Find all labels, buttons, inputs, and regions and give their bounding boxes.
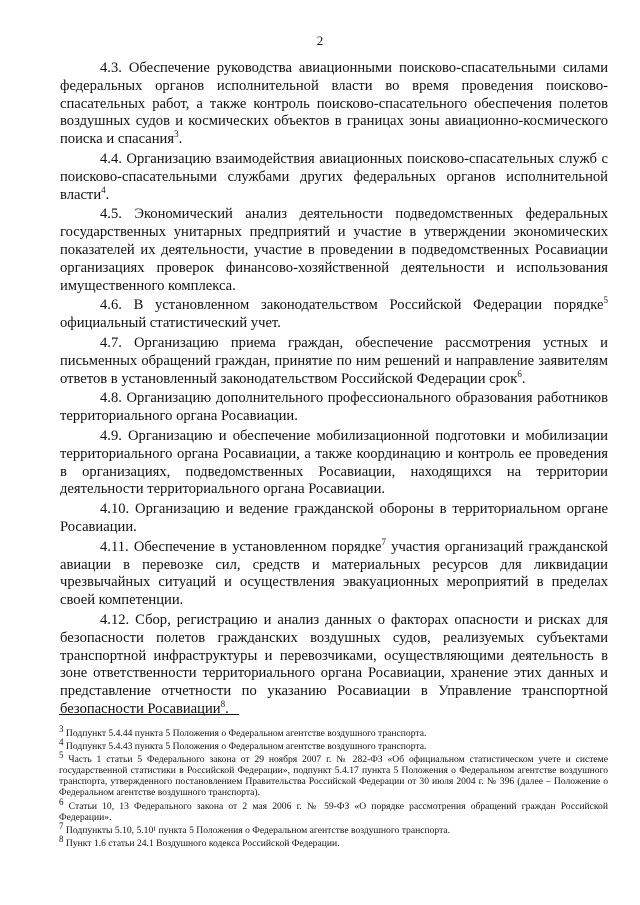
paragraph-4-9 — [60, 428, 608, 499]
footnote-ref: 8 — [220, 699, 226, 710]
footnote-text: Подпункт 5.4.44 пункта 5 Положения о Федеральном агентстве воздушного транспорта. — [65, 728, 427, 739]
paragraph-4-5 — [60, 206, 608, 295]
paragraph-4-11 — [60, 536, 608, 610]
footnote-text: Пункт 1.6 статьи 24.1 Воздушного кодекса Российской Федерации. — [65, 837, 340, 849]
footnote-separator — [59, 714, 239, 715]
footnote-4 — [59, 736, 608, 753]
paragraph-text: 4.4. Организацию взаимодействия авиационных поисково-спасательных служб с поисково-спасательными службами других федеральных органов исполнительной власти — [60, 150, 608, 203]
footnote-ref: 4 — [101, 184, 106, 195]
paragraph-text: 4.6. В установленном законодательством Российской Федерации порядке — [100, 297, 604, 314]
paragraph-text: 4.3. Обеспечение руководства авиационными поисково-спасательными силами федеральных органов исполнительной власти во время проведения поисково-спасательных работ, а также контроль поисково-спасательного обеспечения полетов воздушных судов и космических объектов в границах зоны авиационно-космического поиска и спасания — [60, 60, 608, 148]
paragraph-tail: . — [225, 700, 229, 717]
paragraph-4-7 — [60, 335, 608, 388]
footnote-number: 3 — [59, 723, 64, 734]
paragraph-4-6 — [60, 297, 608, 333]
paragraph-4-8 — [60, 390, 608, 426]
footnote-5 — [59, 750, 608, 799]
footnote-text: Подпункты 5.10, 5.10¹ пункта 5 Положения о Федеральном агентстве воздушного транспорта. — [65, 824, 451, 836]
footnote-6 — [59, 796, 608, 823]
paragraph-tail: . — [521, 370, 526, 387]
paragraph-text: 4.12. Сбор, регистрацию и анализ данных о факторах опасности и рисках для безопасности полетов гражданских воздушных судов, реализуемых субъектами транспортной инфраструктуры и перевозчиками, осуществляющими деятельность в зоне ответственности территориального органа Росавиации, хранение этих данных и представление отчетности по указанию Росавиации в Управление транспортной безопасности Росавиации — [60, 611, 608, 717]
paragraph-4-3 — [60, 60, 608, 149]
footnote-number: 8 — [59, 833, 64, 844]
footnote-number: 7 — [59, 820, 64, 831]
footnote-text: Подпункт 5.4.43 пункта 5 Положения о Федеральном агентстве воздушного транспорта. — [65, 741, 427, 753]
footnote-number: 4 — [59, 736, 64, 747]
footnotes — [59, 723, 608, 851]
footnote-ref: 3 — [174, 129, 179, 140]
paragraph-text: 4.11. Обеспечение в установленном порядке — [100, 538, 382, 555]
paragraph-tail: . — [178, 131, 183, 148]
paragraph-text: 4.7. Организацию приема граждан, обеспечение рассмотрения устных и письменных обращений граждан, принятие по ним решений и направление заявителям ответов в установленный законодательством Российской Федерации срок — [60, 334, 608, 387]
footnote-number: 5 — [59, 750, 64, 760]
page-number: 2 — [316, 33, 324, 48]
paragraph-text: 4.5. Экономический анализ деятельности подведомственных федеральных государственных унитарных предприятий и участие в утверждении экономических показателей их деятельности, участие в проведении в подведомственных Росавиации организациях проверок финансово-хозяйственной деятельности и использования имущественного комплекса. — [60, 206, 608, 294]
paragraph-4-10 — [60, 501, 608, 537]
footnote-8 — [59, 833, 608, 849]
paragraph-text: 4.10. Организацию и ведение гражданской обороны в территориальном органе Росавиации. — [60, 501, 608, 535]
footnote-number: 6 — [59, 796, 64, 807]
paragraph-tail: . — [105, 186, 110, 203]
paragraph-text: 4.9. Организацию и обеспечение мобилизационной подготовки и мобилизации территориального органа Росавиации, а также координацию и контроль ее проведения в организациях, подведомственных Росавиации, находящихся на территории деятельности территориального органа Росавиации. — [60, 427, 608, 498]
footnote-ref: 7 — [381, 536, 386, 547]
footnote-3 — [59, 723, 608, 739]
footnote-ref: 6 — [517, 368, 522, 379]
paragraph-tail: официальный статистический учет. — [60, 315, 281, 332]
footnote-ref: 5 — [603, 295, 608, 306]
footnote-text: Часть 1 статьи 5 Федерального закона от 29 ноября 2007 г. № 282-ФЗ «Об официальном статистическом учете и системе государственной статистики в Российской Федерации», подпункт 5.4.17 пункта 5 Положения о Федеральном агентстве воздушного транспорта, утвержденного постановлением Правительства Российской Федерации от 30 июля 2004 г. № 396 (далее – Положение о Федеральном агентстве воздушного транспорта). — [59, 754, 608, 799]
paragraph-4-4 — [60, 151, 608, 204]
main-text — [60, 60, 608, 721]
paragraph-4-12 — [60, 612, 608, 719]
footnote-text: Статьи 10, 13 Федерального закона от 2 мая 2006 г. № 59-ФЗ «О порядке рассмотрения обращений граждан Российской Федерации». — [59, 800, 608, 823]
paragraph-text: 4.8. Организацию дополнительного профессионального образования работников территориального органа Росавиации. — [60, 390, 608, 425]
footnote-7 — [59, 820, 608, 836]
paragraph-tail: участия организаций гражданской авиации в перевозке сил, средств и материальных ресурсов для ликвидации чрезвычайных ситуаций и осуществления эвакуационных мероприятий в пределах своей компетенции. — [60, 538, 608, 609]
